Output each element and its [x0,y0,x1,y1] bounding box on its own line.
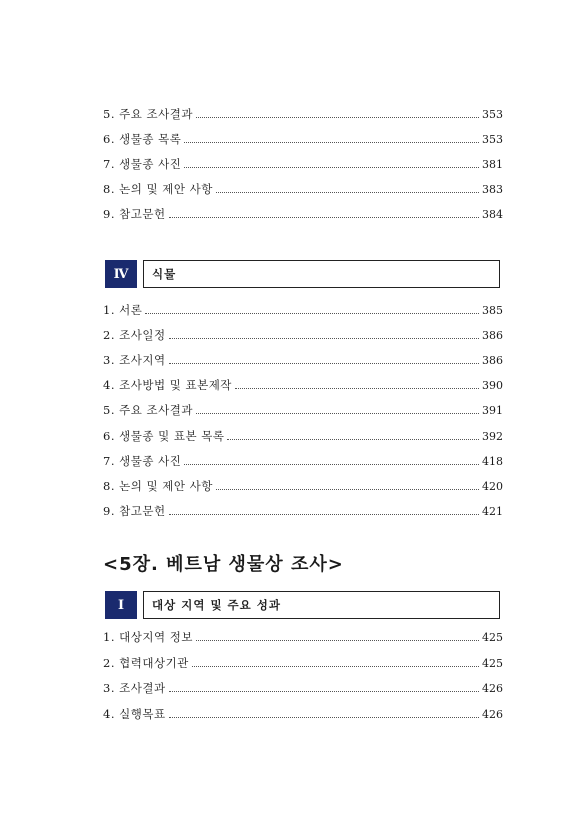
toc-entry-page: 421 [482,505,503,518]
toc-entry-page: 353 [482,108,503,121]
section-title: 식물 [143,260,500,288]
toc-entry-label: 8. 논의 및 제안 사항 [103,182,213,196]
chapter-title: <5장. 베트남 생물상 조사> [103,554,344,575]
toc-entry[interactable] [103,156,503,172]
dot-leader [216,478,479,490]
dot-leader [192,655,479,667]
toc-entry[interactable] [103,478,503,494]
dot-leader [169,503,479,515]
toc-entry-label: 8. 논의 및 제안 사항 [103,479,213,493]
section-number-badge: Ⅰ [105,591,137,619]
dot-leader [169,327,479,339]
toc-entry[interactable] [103,428,503,444]
dot-leader [196,402,479,414]
toc-entry-page: 390 [482,379,503,392]
toc-entry-label: 9. 참고문헌 [103,504,166,518]
dot-leader [184,131,479,143]
toc-entry[interactable] [103,402,503,418]
dot-leader [169,680,479,692]
toc-entry[interactable] [103,453,503,469]
toc-entry-page: 386 [482,354,503,367]
section-header-i[interactable] [105,591,500,619]
toc-entry[interactable] [103,377,503,393]
toc-entry-label: 6. 생물종 목록 [103,132,182,146]
toc-entry[interactable] [103,655,503,671]
toc-entry-page: 385 [482,304,503,317]
dot-leader [227,428,479,440]
toc-entry-page: 426 [482,708,503,721]
toc-entry-page: 392 [482,430,503,443]
toc-entry-label: 7. 생물종 사진 [103,157,182,171]
toc-entry-label: 2. 조사일정 [103,328,166,342]
toc-entry-label: 4. 조사방법 및 표본제작 [103,378,232,392]
toc-entry-label: 2. 협력대상기관 [103,656,189,670]
dot-leader [196,106,479,118]
toc-entry[interactable] [103,131,503,147]
dot-leader [145,302,479,314]
dot-leader [216,181,479,193]
toc-entry[interactable] [103,181,503,197]
toc-entry-page: 425 [482,657,503,670]
dot-leader [235,377,479,389]
dot-leader [169,706,479,718]
dot-leader [196,629,479,641]
toc-entry-page: 420 [482,480,503,493]
toc-entry-label: 3. 조사지역 [103,353,166,367]
toc-entry-label: 5. 주요 조사결과 [103,403,193,417]
toc-entry-page: 384 [482,208,503,221]
toc-entry-label: 9. 참고문헌 [103,207,166,221]
toc-entry[interactable] [103,302,503,318]
dot-leader [184,156,479,168]
toc-entry-page: 353 [482,133,503,146]
toc-entry[interactable] [103,352,503,368]
toc-entry-page: 425 [482,631,503,644]
toc-entry-page: 386 [482,329,503,342]
toc-entry[interactable] [103,629,503,645]
toc-entry-label: 1. 서론 [103,303,143,317]
toc-entry[interactable] [103,106,503,122]
toc-entry-label: 3. 조사결과 [103,681,166,695]
toc-entry[interactable] [103,327,503,343]
toc-entry[interactable] [103,503,503,519]
toc-entry-page: 383 [482,183,503,196]
toc-entry-label: 1. 대상지역 정보 [103,630,193,644]
toc-entry-page: 418 [482,455,503,468]
toc-entry-label: 6. 생물종 및 표본 목록 [103,429,225,443]
section-header-iv[interactable] [105,260,500,288]
toc-entry-label: 4. 실행목표 [103,707,166,721]
section-title: 대상 지역 및 주요 성과 [143,591,500,619]
dot-leader [169,206,479,218]
dot-leader [184,453,479,465]
toc-entry-page: 381 [482,158,503,171]
toc-entry-page: 426 [482,682,503,695]
toc-entry[interactable] [103,680,503,696]
toc-entry-label: 5. 주요 조사결과 [103,107,193,121]
section-number-badge: Ⅳ [105,260,137,288]
toc-entry-page: 391 [482,404,503,417]
toc-entry-label: 7. 생물종 사진 [103,454,182,468]
dot-leader [169,352,479,364]
toc-entry[interactable] [103,206,503,222]
toc-entry[interactable] [103,706,503,722]
